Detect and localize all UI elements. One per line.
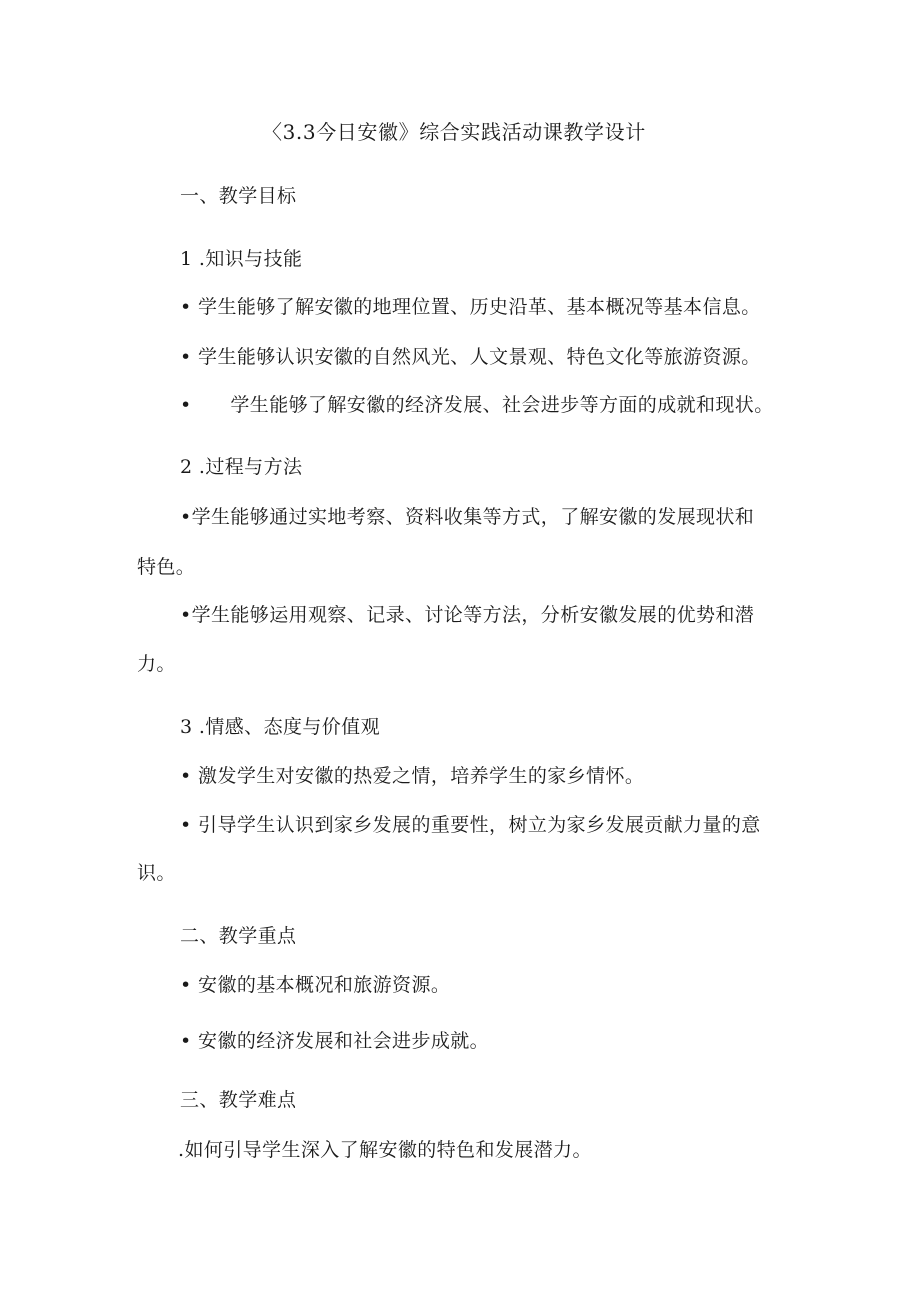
- subsection-heading-knowledge: 1 .知识与技能: [180, 248, 303, 270]
- key-point-item: • 安徽的经济发展和社会进步成就。: [180, 1030, 490, 1052]
- process-item-continuation: 力。: [137, 653, 176, 675]
- knowledge-item: • 学生能够认识安徽的自然风光、人文景观、特色文化等旅游资源。: [180, 346, 761, 368]
- values-item-line: • 激发学生对安徽的热爱之情，培养学生的家乡情怀。: [180, 765, 645, 787]
- section-heading-objectives: 一、教学目标: [180, 185, 297, 207]
- subsection-heading-process: 2 .过程与方法: [180, 456, 303, 478]
- knowledge-item: • 学生能够了解安徽的地理位置、历史沿革、基本概况等基本信息。: [180, 296, 761, 318]
- subsection-heading-values: 3 .情感、态度与价值观: [180, 716, 380, 738]
- section-heading-difficulties: 三、教学难点: [180, 1089, 297, 1111]
- values-item-line: • 引导学生认识到家乡发展的重要性，树立为家乡发展贡献力量的意: [180, 814, 761, 836]
- knowledge-item: • 学生能够了解安徽的经济发展、社会进步等方面的成就和现状。: [180, 394, 774, 416]
- document-title: 〈3.3今日安徽》综合实践活动课教学设计: [262, 120, 646, 144]
- values-item-continuation: 识。: [137, 862, 176, 884]
- difficulty-item: .如何引导学生深入了解安徽的特色和发展潜力。: [178, 1139, 592, 1161]
- process-item-line: •学生能够运用观察、记录、讨论等方法，分析安徽发展的优势和潜: [180, 604, 755, 626]
- process-item-line: •学生能够通过实地考察、资料收集等方式，了解安徽的发展现状和: [180, 506, 755, 528]
- section-heading-key-points: 二、教学重点: [180, 925, 297, 947]
- process-item-continuation: 特色。: [137, 556, 196, 578]
- key-point-item: • 安徽的基本概况和旅游资源。: [180, 974, 451, 996]
